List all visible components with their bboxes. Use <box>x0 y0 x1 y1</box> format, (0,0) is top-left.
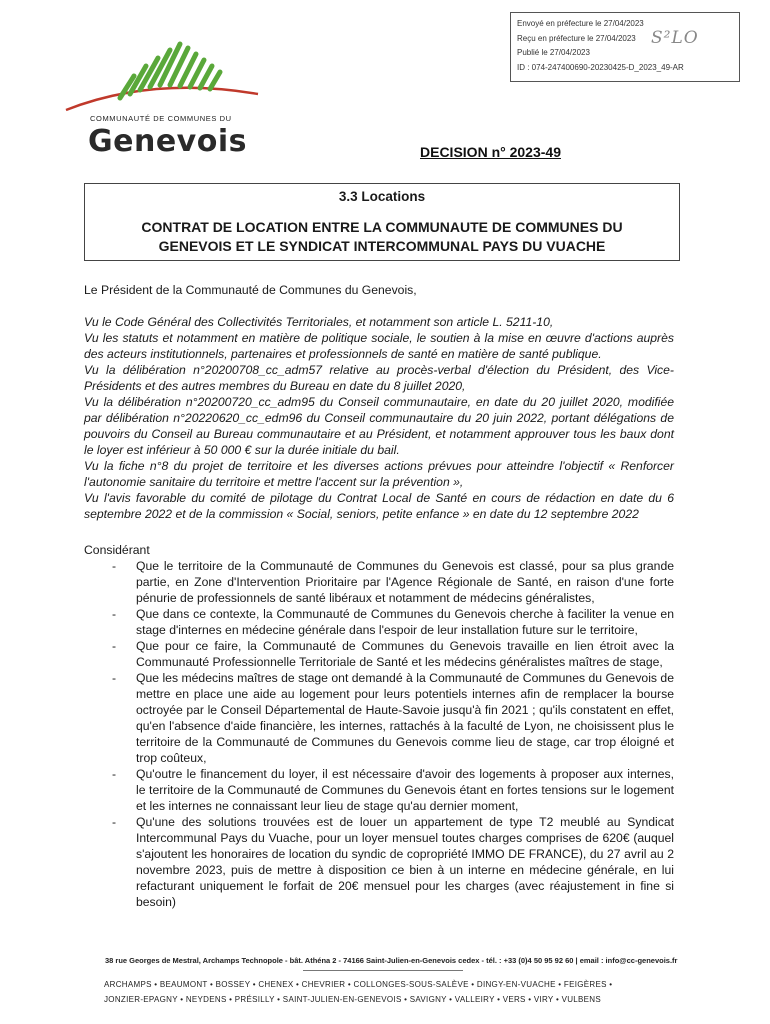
vu-paragraph-4: Vu la délibération n°20200720_cc_adm95 du Conseil communautaire, en date du 20 juillet 2020, modifiée par délibération n°20220620_cc_edm96 du Conseil communautaire du 20 juin 2022, portant délégations de pouvoirs du Conseil au Bureau communautaire et au Président, et notamment approuver tous les baux dont le loyer est inférieur à 50 000 € sur la durée initiale du bail. <box>84 395 674 457</box>
considerant-list <box>84 558 674 910</box>
dash-bullet-icon: - <box>112 559 117 573</box>
logo-graphic-icon <box>62 36 262 116</box>
title-divider <box>84 260 680 261</box>
dash-bullet-icon: - <box>112 671 117 685</box>
vu-paragraph-1: Vu le Code Général des Collectivités Territoriales, et notamment son article L. 5211-10, <box>84 315 554 329</box>
considerant-item <box>84 638 674 670</box>
considerant-item <box>84 606 674 638</box>
dash-bullet-icon: - <box>112 607 117 621</box>
considerant-text: Que le territoire de la Communauté de Communes du Genevois est classé, pour sa plus grande partie, en Zone d'Intervention Prioritaire par l'Agence Régionale de Santé, en raison d'une forte pénurie de professionnels de santé libéraux et notamment de médecins généralistes, <box>136 559 674 605</box>
vu-paragraph-3: Vu la délibération n°20200708_cc_adm57 relative au procès-verbal d'élection du Président, des Vice-Présidents et des autres membres du Bureau en date du 8 juillet 2020, <box>84 363 674 393</box>
stamp-published: Publié le 27/04/2023 <box>517 48 590 57</box>
section-title: 3.3 Locations <box>338 189 426 204</box>
prefecture-stamp <box>510 12 740 82</box>
logo <box>62 36 262 166</box>
dash-bullet-icon: - <box>112 639 117 653</box>
vu-paragraph-6: Vu l'avis favorable du comité de pilotage du Contrat Local de Santé en cours de rédaction en date du 6 septembre 2022 et de la commission « Social, seniors, petite enfance » en date du 12 septembre 2022 <box>84 491 674 521</box>
stamp-sent: Envoyé en préfecture le 27/04/2023 <box>517 19 644 28</box>
stamp-received: Reçu en préfecture le 27/04/2023 <box>517 33 636 43</box>
document-body <box>84 282 674 910</box>
contract-title-line1: CONTRAT DE LOCATION ENTRE LA COMMUNAUTE DE COMMUNES DU <box>141 219 623 235</box>
vu-paragraph-2: Vu les statuts et notamment en matière de politique sociale, le soutien à la mise en œuvre d'actions auprès des acteurs institutionnels, partenaires et professionnels de santé en matière de santé publique. <box>84 331 674 361</box>
considerant-text: Que les médecins maîtres de stage ont demandé à la Communauté de Communes du Genevois de mettre en place une aide au logement pour leurs potentiels internes afin de remplacer la bourse octroyée par le Conseil Départemental de Haute-Savoie jusqu'à fin 2021 ; qu'ils constatent en effet, qu'en l'absence d'aide financière, les internes, rattachés à la faculté de Lyon, ne choisissent plus le territoire de la Communauté de Communes du Genevois comme lieu de stage, car trop éloigné et trop coûteux, <box>136 671 674 765</box>
footer-towns-line2: JONZIER-EPAGNY • NEYDENS • PRÉSILLY • SAINT-JULIEN-EN-GENEVOIS • SAVIGNY • VALLEIRY • VERS • VIRY • VULBENS <box>104 995 602 1004</box>
considerant-text: Qu'outre le financement du loyer, il est nécessaire d'avoir des logements à proposer aux internes, le territoire de la Communauté de Communes du Genevois étant en fortes tensions sur le logement et les internes ne connaissant leur lieu de stage qu'au dernier moment, <box>136 767 674 813</box>
vu-paragraph-5: Vu la fiche n°8 du projet de territoire et les diverses actions prévues pour atteindre l'objectif « Renforcer l'autonomie sanitaire du territoire et mettre l'accent sur la prévention », <box>84 459 674 489</box>
title-box <box>84 183 680 261</box>
logo-title: Genevois <box>88 124 247 159</box>
considerant-item <box>84 670 674 766</box>
considerant-item <box>84 558 674 606</box>
footer-divider <box>303 970 463 971</box>
considerant-text: Que pour ce faire, la Communauté de Communes du Genevois travaille en lien étroit avec la Communauté Professionnelle Territoriale de Santé et les médecins généralistes maîtres de stage, <box>136 639 674 669</box>
decision-number: DECISION n° 2023-49 <box>420 144 561 160</box>
stamp-signature: S²LO <box>651 28 699 48</box>
dash-bullet-icon: - <box>112 767 117 781</box>
considerant-item <box>84 814 674 910</box>
footer-towns-line1: ARCHAMPS • BEAUMONT • BOSSEY • CHENEX • CHEVRIER • COLLONGES-SOUS-SALÈVE • DINGY-EN-VUACHE • FEIGÈRES • <box>104 980 613 989</box>
dash-bullet-icon: - <box>112 815 117 829</box>
considerant-text: Que dans ce contexte, la Communauté de Communes du Genevois cherche à faciliter la venue en stage d'internes en médecine générale dans l'espoir de leur installation future sur le territoire, <box>136 607 674 637</box>
contract-title-line2: GENEVOIS ET LE SYNDICAT INTERCOMMUNAL PAYS DU VUACHE <box>158 238 606 254</box>
president-intro: Le Président de la Communauté de Communes du Genevois, <box>84 283 417 297</box>
considerant-label: Considérant <box>84 543 150 557</box>
stamp-id: ID : 074-247400690-20230425-D_2023_49-AR <box>517 62 684 72</box>
considerant-item <box>84 766 674 814</box>
footer-address: 38 rue Georges de Mestral, Archamps Technopole - bât. Athéna 2 - 74166 Saint-Julien-en-Genevois cedex - tél. : +33 (0)4 50 95 92 60 | email : info@cc-genevois.fr <box>105 956 678 965</box>
logo-subtitle: COMMUNAUTÉ DE COMMUNES DU <box>90 114 232 123</box>
considerant-text: Qu'une des solutions trouvées est de louer un appartement de type T2 meublé au Syndicat Intercommunal Pays du Vuache, pour un loyer mensuel toutes charges comprises de 620€ (auquel s'ajoutent les honoraires de location du syndic de copropriété IMMO DE FRANCE), du 27 avril au 2 novembre 2023, puis de mettre à disposition ce bien à un interne en médecine générale, en lui refacturant uniquement le forfait de 20€ mensuel pour les charges (avec réajustement in fine si besoin) <box>136 815 674 909</box>
contract-title <box>85 218 679 256</box>
